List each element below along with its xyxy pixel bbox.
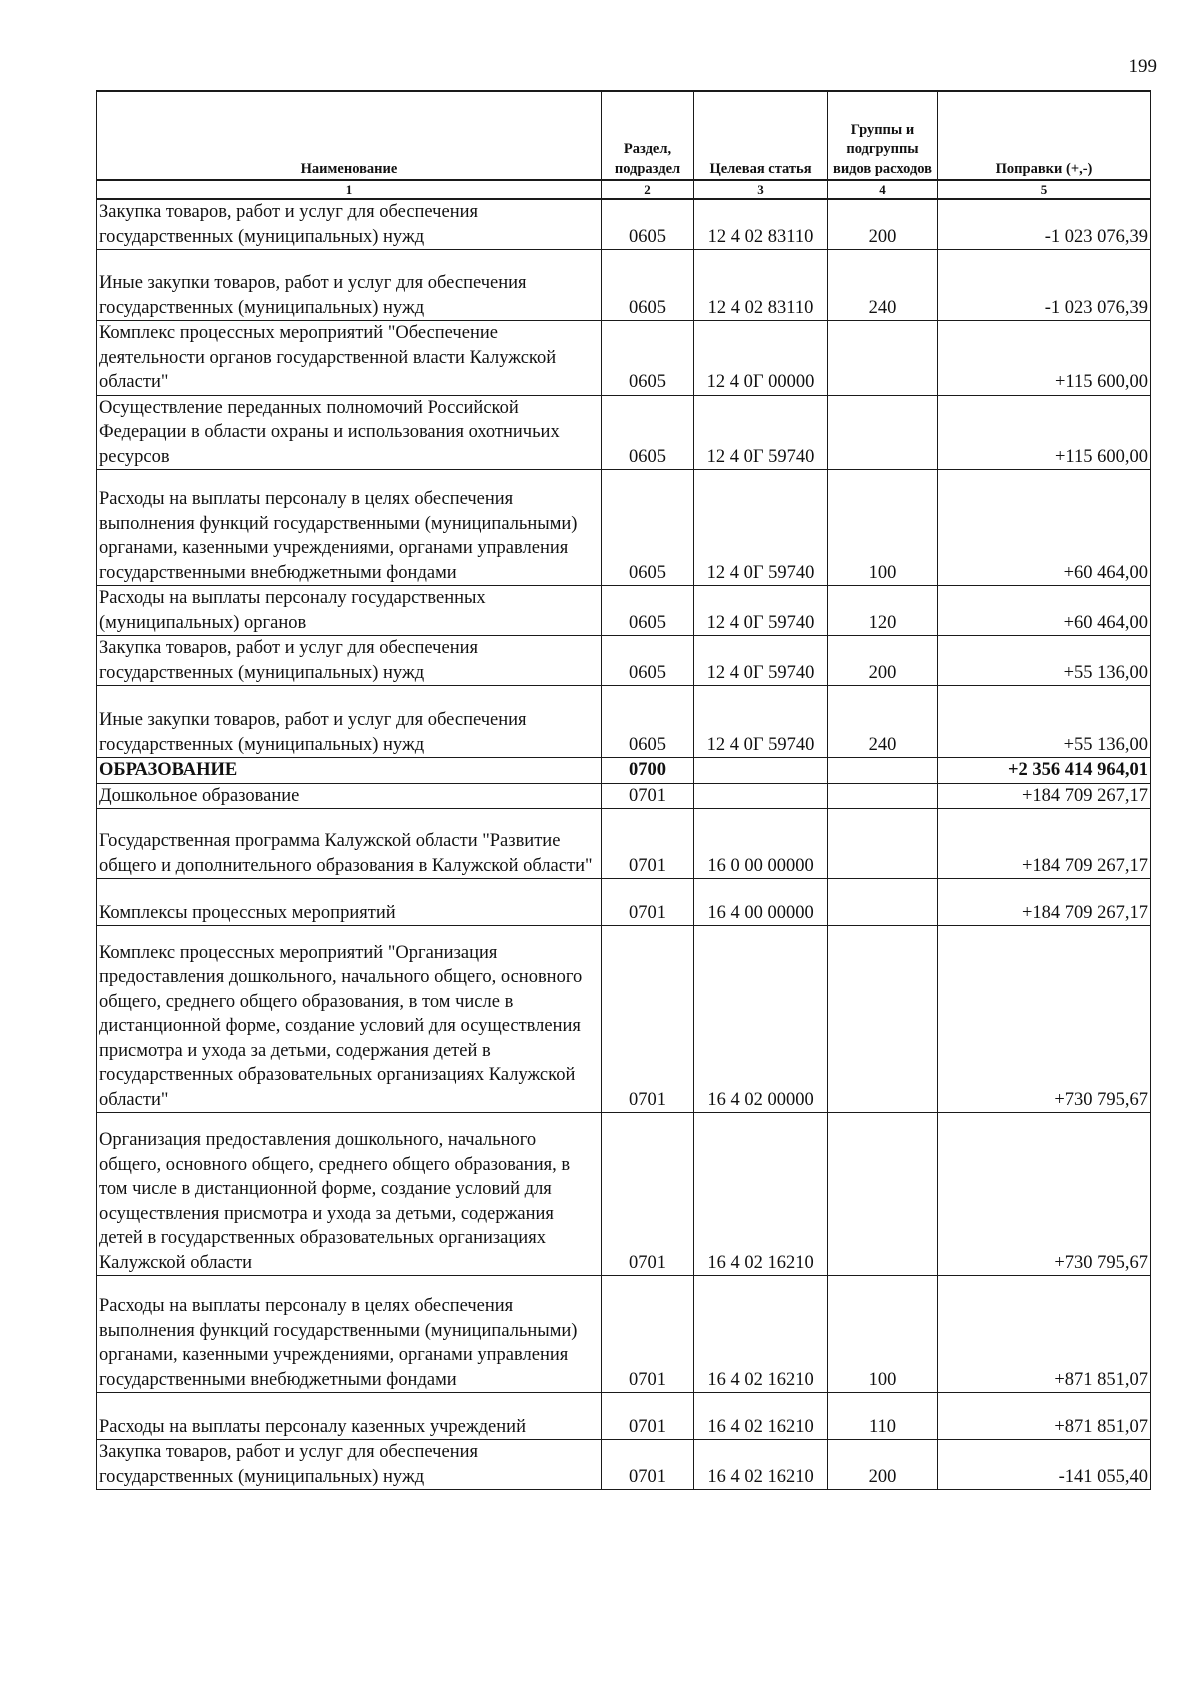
row-amount: +730 795,67 — [938, 1113, 1151, 1276]
row-section-code: 0605 — [602, 250, 694, 321]
row-section-code: 0605 — [602, 321, 694, 396]
row-name: Комплекс процессных мероприятий "Организация предоставления дошкольного, начального общего, основного общего, среднего общего образования, в том числе в дистанционной форме, создание условий для осуществления присмотра и ухода за детьми, содержания детей в государственных образовательных организациях Калужской области" — [97, 926, 602, 1113]
row-amount: +115 600,00 — [938, 321, 1151, 396]
row-amount: +60 464,00 — [938, 470, 1151, 586]
row-amount: -1 023 076,39 — [938, 250, 1151, 321]
row-amount: +184 709 267,17 — [938, 879, 1151, 926]
row-expense-group: 120 — [828, 586, 938, 636]
row-section-code: 0700 — [602, 758, 694, 784]
row-name: Государственная программа Калужской области "Развитие общего и дополнительного образования в Калужской области" — [97, 809, 602, 879]
row-amount: +60 464,00 — [938, 586, 1151, 636]
row-section-code: 0701 — [602, 809, 694, 879]
row-target-article — [694, 758, 828, 784]
row-name: Закупка товаров, работ и услуг для обеспечения государственных (муниципальных) нужд — [97, 199, 602, 250]
row-section-code: 0701 — [602, 879, 694, 926]
row-target-article: 16 0 00 00000 — [694, 809, 828, 879]
budget-amendments-table — [96, 90, 1151, 1490]
row-expense-group — [828, 758, 938, 784]
header-amount: Поправки (+,-) — [938, 91, 1151, 180]
row-expense-group — [828, 809, 938, 879]
table-row — [97, 879, 1151, 926]
row-amount: +730 795,67 — [938, 926, 1151, 1113]
table-row — [97, 470, 1151, 586]
row-target-article — [694, 783, 828, 809]
row-expense-group: 200 — [828, 199, 938, 250]
row-target-article: 12 4 0Г 59740 — [694, 395, 828, 470]
row-name: Осуществление переданных полномочий Российской Федерации в области охраны и использования охотничьих ресурсов — [97, 395, 602, 470]
table-row — [97, 926, 1151, 1113]
row-name: ОБРАЗОВАНИЕ — [97, 758, 602, 784]
row-expense-group: 100 — [828, 470, 938, 586]
row-name: Организация предоставления дошкольного, начального общего, основного общего, среднего общего образования, в том числе в дистанционной форме, создание условий для осуществления присмотра и ухода за детьми, содержания детей в государственных образовательных организациях Калужской области — [97, 1113, 602, 1276]
row-amount: +115 600,00 — [938, 395, 1151, 470]
row-amount: +184 709 267,17 — [938, 809, 1151, 879]
row-target-article: 12 4 0Г 59740 — [694, 586, 828, 636]
column-number: 2 — [602, 180, 694, 199]
table-row — [97, 1276, 1151, 1393]
table-row — [97, 199, 1151, 250]
table-row — [97, 1440, 1151, 1490]
table-row — [97, 250, 1151, 321]
row-target-article: 12 4 02 83110 — [694, 250, 828, 321]
row-name: Закупка товаров, работ и услуг для обеспечения государственных (муниципальных) нужд — [97, 636, 602, 686]
row-section-code: 0701 — [602, 1440, 694, 1490]
row-name: Расходы на выплаты персоналу казенных учреждений — [97, 1393, 602, 1440]
row-target-article: 16 4 02 16210 — [694, 1393, 828, 1440]
row-amount: +871 851,07 — [938, 1393, 1151, 1440]
row-amount: -141 055,40 — [938, 1440, 1151, 1490]
column-number: 4 — [828, 180, 938, 199]
table-row — [97, 758, 1151, 784]
row-section-code: 0605 — [602, 199, 694, 250]
row-expense-group: 110 — [828, 1393, 938, 1440]
row-name: Комплексы процессных мероприятий — [97, 879, 602, 926]
header-name: Наименование — [97, 91, 602, 180]
row-expense-group: 100 — [828, 1276, 938, 1393]
row-target-article: 12 4 0Г 59740 — [694, 470, 828, 586]
column-number: 1 — [97, 180, 602, 199]
row-name: Комплекс процессных мероприятий "Обеспечение деятельности органов государственной власти Калужской области" — [97, 321, 602, 396]
row-expense-group — [828, 879, 938, 926]
table-row — [97, 686, 1151, 758]
row-name: Иные закупки товаров, работ и услуг для обеспечения государственных (муниципальных) нужд — [97, 686, 602, 758]
header-section: Раздел, подраздел — [602, 91, 694, 180]
row-section-code: 0701 — [602, 1393, 694, 1440]
table-row — [97, 636, 1151, 686]
row-section-code: 0605 — [602, 586, 694, 636]
table-row — [97, 1393, 1151, 1440]
row-section-code: 0605 — [602, 636, 694, 686]
row-target-article: 16 4 02 16210 — [694, 1113, 828, 1276]
row-section-code: 0701 — [602, 783, 694, 809]
row-target-article: 16 4 02 16210 — [694, 1276, 828, 1393]
column-number: 3 — [694, 180, 828, 199]
row-amount: +55 136,00 — [938, 686, 1151, 758]
row-section-code: 0605 — [602, 470, 694, 586]
table-body — [97, 199, 1151, 1490]
table-header — [97, 91, 1151, 199]
header-row — [97, 91, 1151, 180]
table-row — [97, 586, 1151, 636]
row-section-code: 0701 — [602, 926, 694, 1113]
row-amount: +871 851,07 — [938, 1276, 1151, 1393]
row-name: Расходы на выплаты персоналу в целях обеспечения выполнения функций государственными (муниципальными) органами, казенными учреждениями, органами управления государственными внебюджетными фондами — [97, 470, 602, 586]
table-row — [97, 395, 1151, 470]
header-group: Группы и подгруппы видов расходов — [828, 91, 938, 180]
table-row — [97, 809, 1151, 879]
row-expense-group: 200 — [828, 636, 938, 686]
row-expense-group: 240 — [828, 686, 938, 758]
row-name: Дошкольное образование — [97, 783, 602, 809]
table-row — [97, 783, 1151, 809]
row-expense-group — [828, 395, 938, 470]
row-name: Расходы на выплаты персоналу в целях обеспечения выполнения функций государственными (муниципальными) органами, казенными учреждениями, органами управления государственными внебюджетными фондами — [97, 1276, 602, 1393]
row-amount: +2 356 414 964,01 — [938, 758, 1151, 784]
header-target: Целевая статья — [694, 91, 828, 180]
row-target-article: 12 4 0Г 59740 — [694, 636, 828, 686]
row-expense-group: 200 — [828, 1440, 938, 1490]
column-number: 5 — [938, 180, 1151, 199]
row-section-code: 0701 — [602, 1113, 694, 1276]
row-amount: +184 709 267,17 — [938, 783, 1151, 809]
budget-table-container — [96, 90, 1150, 1490]
row-target-article: 12 4 0Г 59740 — [694, 686, 828, 758]
table-row — [97, 1113, 1151, 1276]
row-expense-group — [828, 926, 938, 1113]
row-name: Закупка товаров, работ и услуг для обеспечения государственных (муниципальных) нужд — [97, 1440, 602, 1490]
row-target-article: 16 4 02 00000 — [694, 926, 828, 1113]
row-name: Иные закупки товаров, работ и услуг для обеспечения государственных (муниципальных) нужд — [97, 250, 602, 321]
row-expense-group — [828, 1113, 938, 1276]
row-target-article: 16 4 02 16210 — [694, 1440, 828, 1490]
row-name: Расходы на выплаты персоналу государственных (муниципальных) органов — [97, 586, 602, 636]
row-target-article: 12 4 02 83110 — [694, 199, 828, 250]
row-target-article: 16 4 00 00000 — [694, 879, 828, 926]
table-row — [97, 321, 1151, 396]
row-amount: -1 023 076,39 — [938, 199, 1151, 250]
row-section-code: 0605 — [602, 686, 694, 758]
page-number: 199 — [1128, 56, 1157, 77]
row-amount: +55 136,00 — [938, 636, 1151, 686]
column-number-row — [97, 180, 1151, 199]
row-expense-group: 240 — [828, 250, 938, 321]
row-expense-group — [828, 783, 938, 809]
row-section-code: 0605 — [602, 395, 694, 470]
row-target-article: 12 4 0Г 00000 — [694, 321, 828, 396]
row-expense-group — [828, 321, 938, 396]
row-section-code: 0701 — [602, 1276, 694, 1393]
